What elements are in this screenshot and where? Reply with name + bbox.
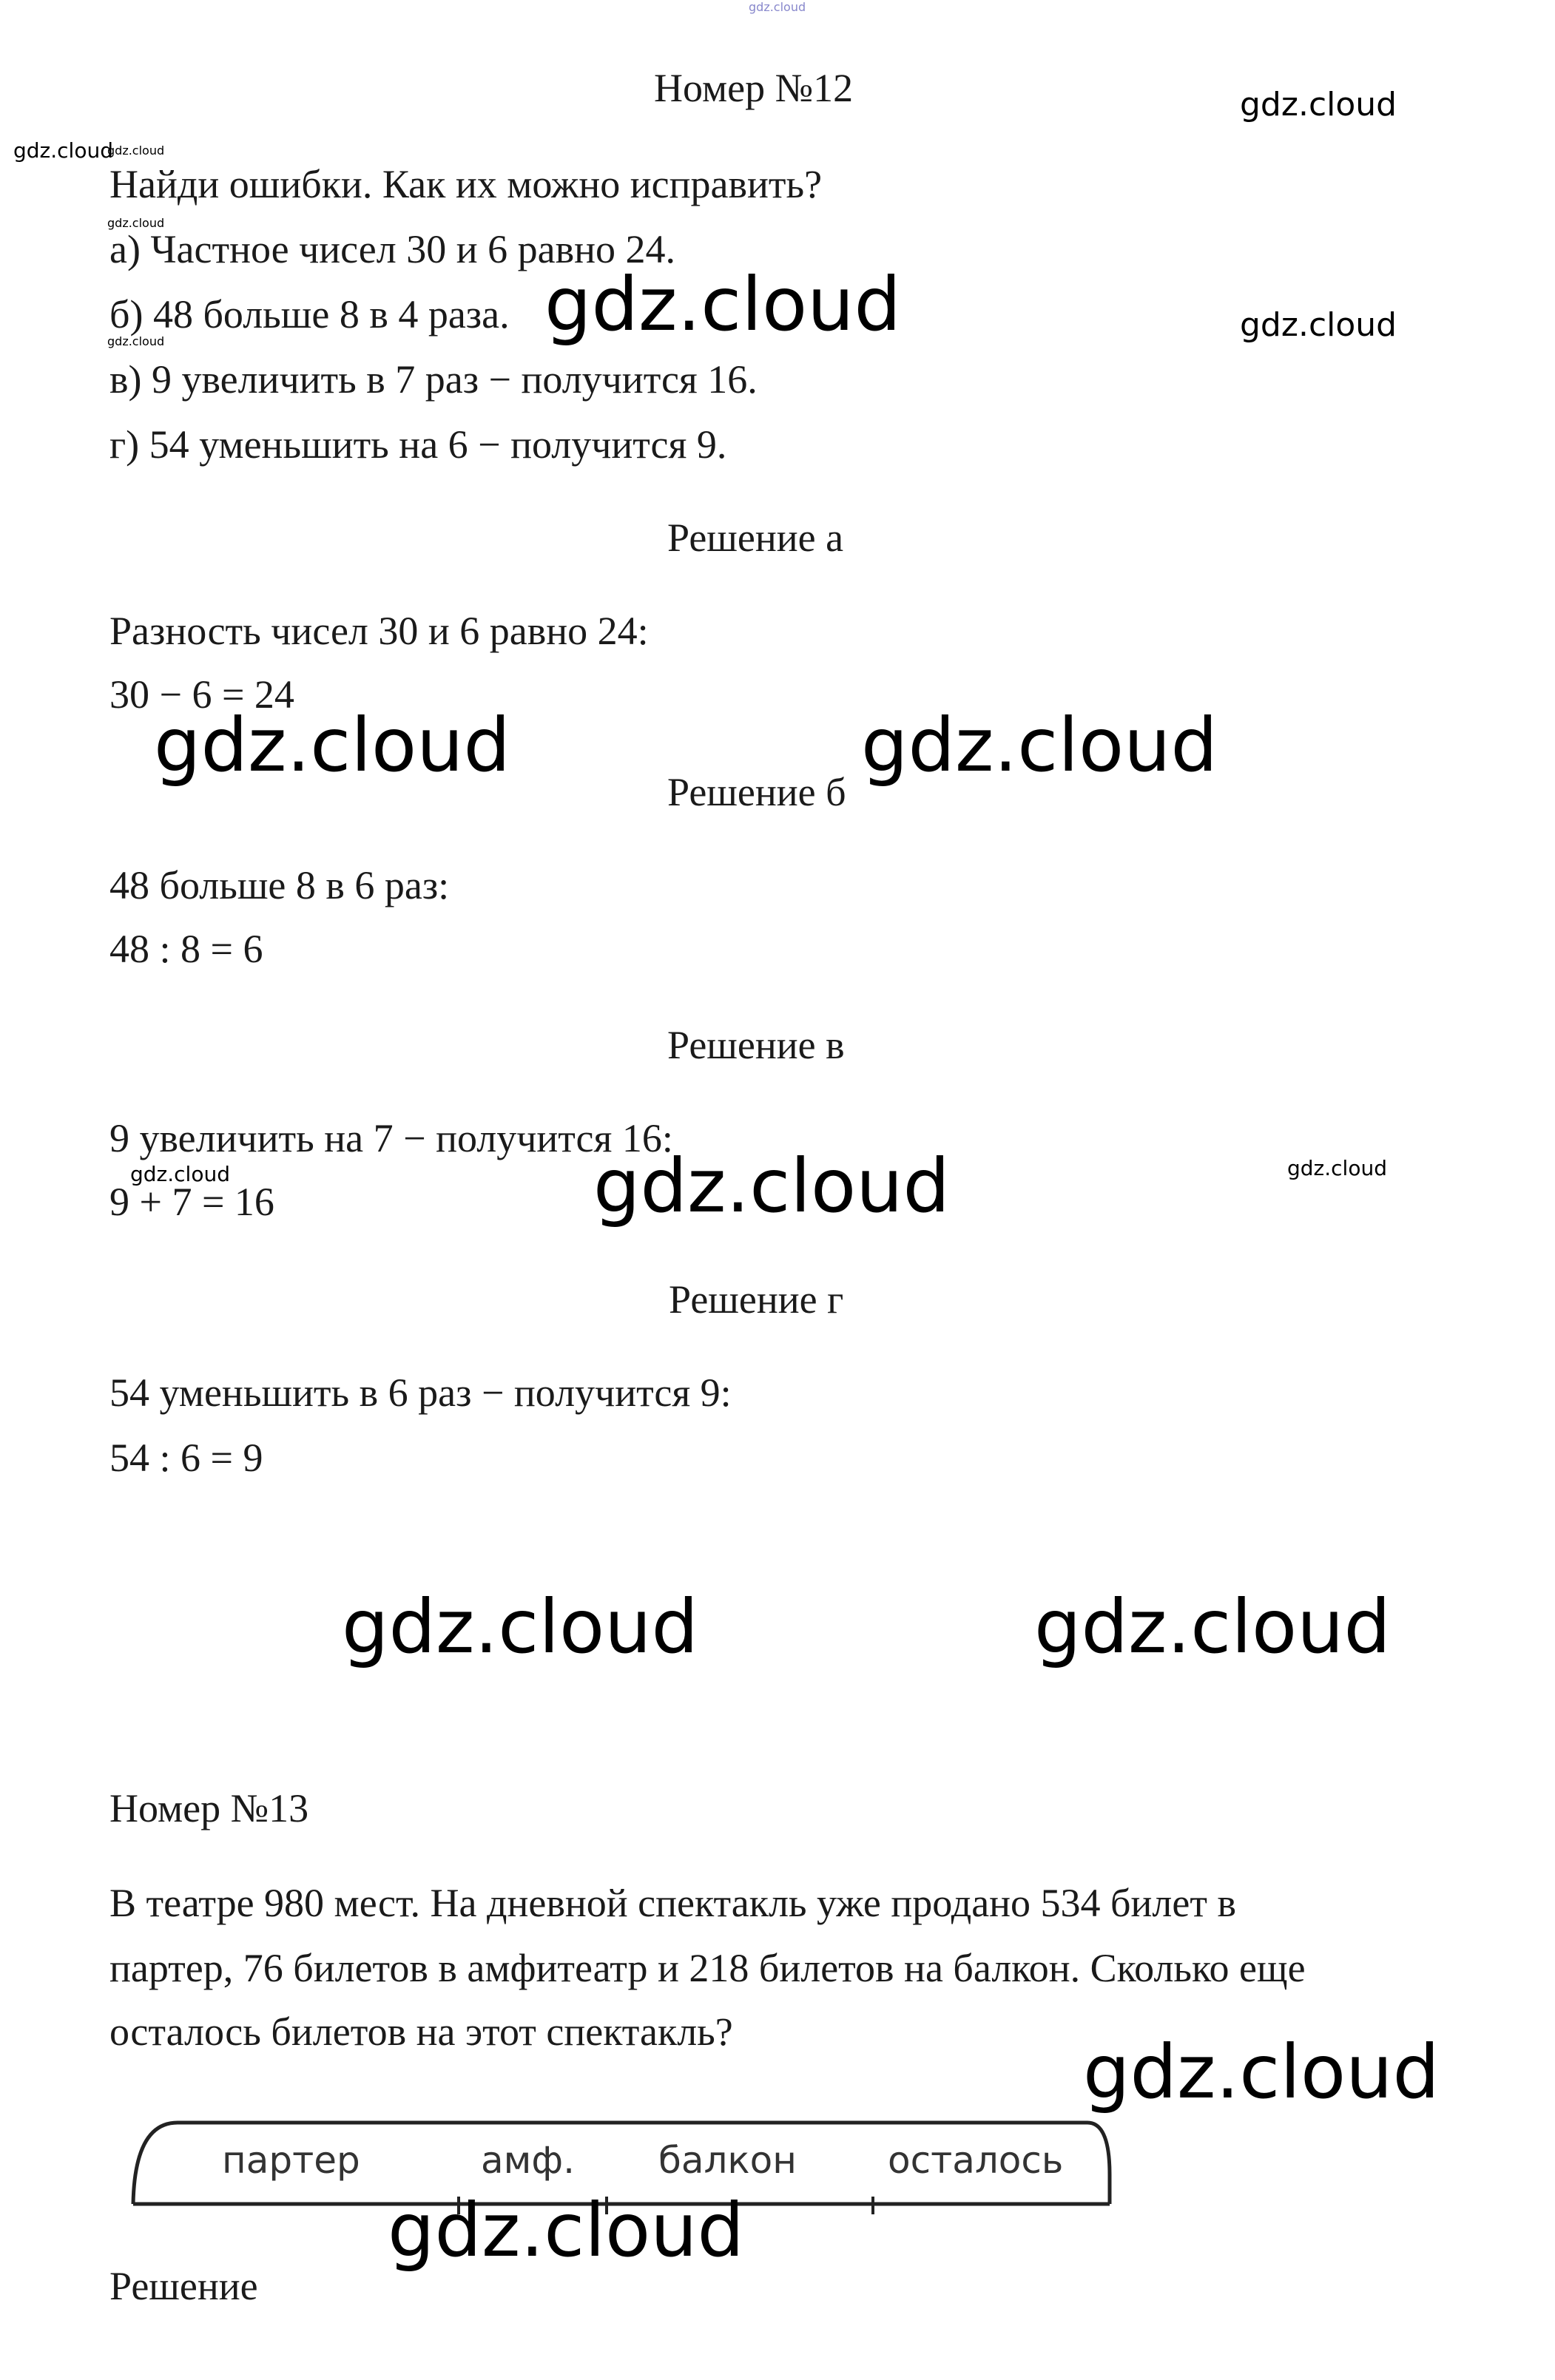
watermark-small: gdz.cloud (13, 138, 113, 163)
solution-g-heading: Решение г (669, 1277, 844, 1322)
watermark-tiny: gdz.cloud (107, 143, 165, 158)
solution-a-heading: Решение а (667, 515, 844, 560)
watermark-tiny: gdz.cloud (107, 216, 165, 230)
task12-title: Номер №12 (654, 66, 854, 110)
watermark-big: gdz.cloud (342, 1583, 699, 1670)
watermark-tiny: gdz.cloud (107, 334, 165, 348)
task12-item-a: а) Частное чисел 30 и 6 равно 24. (109, 227, 675, 271)
watermark-top: gdz.cloud (749, 0, 806, 14)
task13-solution-heading: Решение (109, 2264, 258, 2308)
watermark-big: gdz.cloud (593, 1143, 951, 1229)
task13-line-2: партер, 76 билетов в амфитеатр и 218 билетов на балкон. Сколько еще (109, 1946, 1306, 1990)
solution-a-text: Разность чисел 30 и 6 равно 24: (109, 609, 649, 653)
task13-line-3: осталось билетов на этот спектакль? (109, 2009, 733, 2054)
watermark-big: gdz.cloud (154, 702, 511, 788)
scheme-label-parter: партер (222, 2139, 360, 2182)
solution-v-text: 9 увеличить на 7 − получится 16: (109, 1116, 673, 1160)
watermark-small: gdz.cloud (1287, 1156, 1387, 1180)
solution-b-formula: 48 : 8 = 6 (109, 927, 263, 971)
watermark-mid: gdz.cloud (1240, 86, 1397, 124)
solution-b-text: 48 больше 8 в 6 раз: (109, 863, 450, 907)
solution-b-heading: Решение б (667, 770, 846, 814)
task12-item-g: г) 54 уменьшить на 6 − получится 9. (109, 422, 727, 467)
watermark-big: gdz.cloud (544, 261, 902, 348)
solution-g-text: 54 уменьшить в 6 раз − получится 9: (109, 1370, 732, 1415)
task12-item-v: в) 9 увеличить в 7 раз − получится 16. (109, 357, 758, 402)
task13-title: Номер №13 (109, 1786, 309, 1830)
watermark-big: gdz.cloud (1034, 1583, 1392, 1670)
task13-line-1: В театре 980 мест. На дневной спектакль уже продано 534 билет в (109, 1881, 1236, 1925)
scheme-label-balcony: балкон (658, 2139, 797, 2182)
scheme-label-remaining: осталось (888, 2139, 1064, 2182)
solution-g-formula: 54 : 6 = 9 (109, 1436, 263, 1480)
watermark-small: gdz.cloud (130, 1162, 230, 1186)
scheme-label-amph: амф. (481, 2139, 576, 2182)
task12-item-b: б) 48 больше 8 в 4 раза. (109, 292, 510, 337)
solution-v-formula: 9 + 7 = 16 (109, 1180, 274, 1224)
task12-question: Найди ошибки. Как их можно исправить? (109, 162, 823, 206)
watermark-big: gdz.cloud (1083, 2029, 1440, 2115)
watermark-mid: gdz.cloud (1240, 306, 1397, 344)
watermark-big: gdz.cloud (861, 702, 1218, 788)
solution-a-formula: 30 − 6 = 24 (109, 672, 294, 717)
watermark-big: gdz.cloud (388, 2187, 745, 2273)
solution-v-heading: Решение в (667, 1023, 845, 1067)
